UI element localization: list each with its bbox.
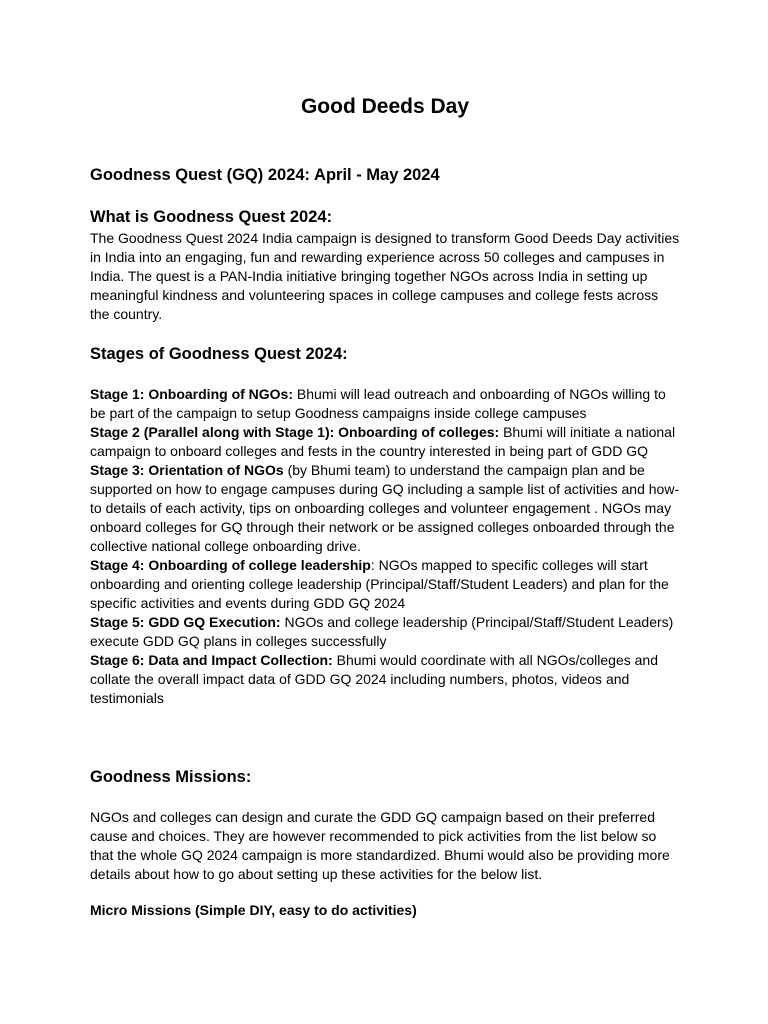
what-is-paragraph: The Goodness Quest 2024 India campaign is designed to transform Good Deeds Day activities in India into an engaging, fun and rewarding experience across 50 colleges and campuses in India. The quest is a PAN-India initiative bringing together NGOs across India in setting up meaningful kindness and volunteering spaces in college campuses and college fests across the country. <box>90 230 680 322</box>
stages-heading: Stages of Goodness Quest 2024: <box>90 345 348 363</box>
stage-label: Stage 2 (Parallel along with Stage 1): Onboarding of colleges: <box>90 424 500 440</box>
stage-label: Stage 4: Onboarding of college leadership <box>90 557 371 573</box>
micro-missions-heading: Micro Missions (Simple DIY, easy to do activities) <box>90 902 417 918</box>
missions-paragraph: NGOs and colleges can design and curate the GDD GQ campaign based on their preferred cause and choices. They are however recommended to pick activities from the list below so that the whole GQ 2024 campaign is more standardized. Bhumi would also be providing more details about how to go about setting up these activities for the below list. <box>90 809 670 882</box>
stage-item-6 <box>90 651 680 708</box>
stage-text: (by Bhumi team) to understand the campaign plan and be supported on how to engage campuses during GQ including a sample list of activities and how-to details of each activity, tips on onboarding colleges and volunteer engagement . NGOs may onboard colleges for GQ through their network or be assigned colleges onboarded through the collective national college onboarding drive. <box>90 462 680 554</box>
stage-text: : NGOs mapped to specific colleges will start onboarding and orienting college leadership (Principal/Staff/Student Leaders) and plan for the specific activities and events during GDD GQ 2024 <box>90 557 669 611</box>
stage-item-2 <box>90 423 680 461</box>
stage-label: Stage 6: Data and Impact Collection: <box>90 652 333 668</box>
stage-text: Bhumi will lead outreach and onboarding of NGOs willing to be part of the campaign to setup Goodness campaigns inside college campuses <box>90 386 666 421</box>
stage-text: Bhumi will initiate a national campaign to onboard colleges and fests in the country interested in being part of GDD GQ <box>90 424 676 459</box>
stage-text: Bhumi would coordinate with all NGOs/colleges and collate the overall impact data of GDD GQ 2024 including numbers, photos, videos and testimonials <box>90 652 658 706</box>
gq-dates-heading: Goodness Quest (GQ) 2024: April - May 2024 <box>90 166 440 184</box>
stage-label: Stage 1: Onboarding of NGOs: <box>90 386 294 402</box>
stage-item-5 <box>90 613 680 651</box>
stage-label: Stage 3: Orientation of NGOs <box>90 462 284 478</box>
stage-text: NGOs and college leadership (Principal/Staff/Student Leaders) execute GDD GQ plans in colleges successfully <box>90 614 674 649</box>
stage-item-3 <box>90 461 680 556</box>
what-is-heading: What is Goodness Quest 2024: <box>90 208 333 226</box>
document-title: Good Deeds Day <box>300 95 470 118</box>
stage-label: Stage 5: GDD GQ Execution: <box>90 614 281 630</box>
stage-item-4 <box>90 556 680 613</box>
missions-heading: Goodness Missions: <box>90 768 252 786</box>
stage-item-1 <box>90 385 680 423</box>
stages-list <box>90 365 680 708</box>
